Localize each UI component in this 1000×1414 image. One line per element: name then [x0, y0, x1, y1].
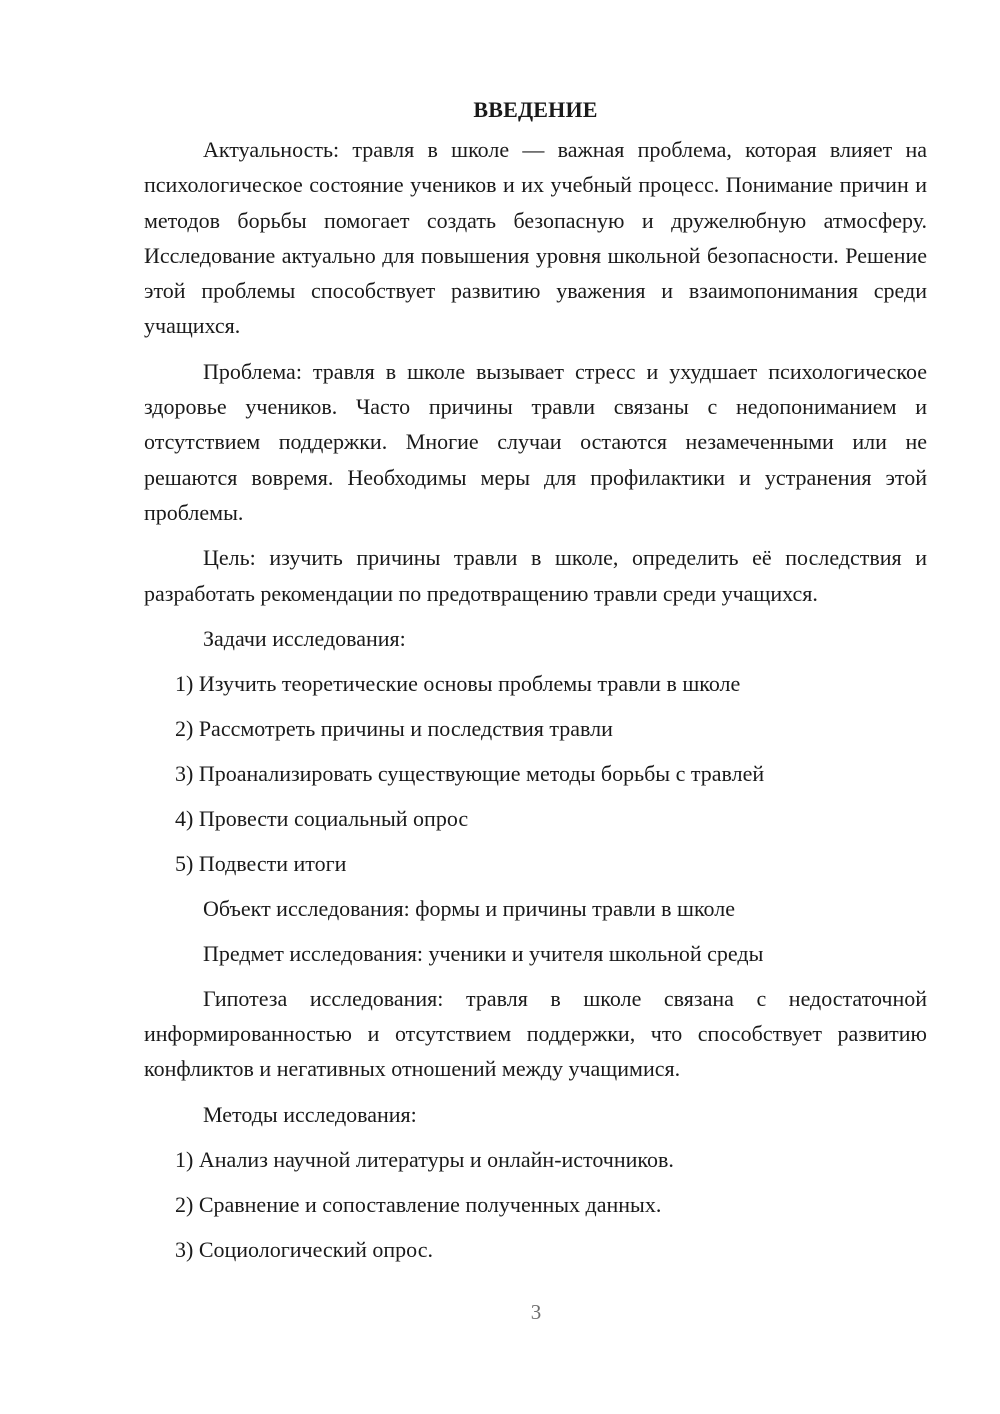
problem-paragraph: Проблема: травля в школе вызывает стресс и ухудшает психологическое здоровье учеников. Часто причины травли связаны с недопониманием и отсутствием поддержки. Многие случаи остаются незамеченными или не решаются вовремя. Необходимы меры для профилактики и устранения этой проблемы. [144, 358, 927, 525]
task-item-2: 2) Рассмотреть причины и последствия травли [175, 715, 613, 741]
method-item-2: 2) Сравнение и сопоставление полученных данных. [175, 1191, 662, 1217]
research-object: Объект исследования: формы и причины травли в школе [203, 895, 735, 921]
task-item-5: 5) Подвести итоги [175, 850, 347, 876]
task-item-1: 1) Изучить теоретические основы проблемы травли в школе [175, 670, 741, 696]
page-number: 3 [530, 1300, 542, 1324]
section-title: ВВЕДЕНИЕ [473, 97, 598, 122]
research-subject: Предмет исследования: ученики и учителя школьной среды [203, 940, 764, 966]
method-item-1: 1) Анализ научной литературы и онлайн-источников. [175, 1146, 674, 1172]
methods-label: Методы исследования: [203, 1101, 417, 1127]
goal-paragraph: Цель: изучить причины травли в школе, определить её последствия и разработать рекомендации по предотвращению травли среди учащихся. [144, 545, 927, 606]
tasks-label: Задачи исследования: [203, 625, 406, 651]
method-item-3: 3) Социологический опрос. [175, 1236, 433, 1262]
task-item-3: 3) Проанализировать существующие методы борьбы с травлей [175, 760, 765, 786]
relevance-paragraph: Актуальность: травля в школе — важная проблема, которая влияет на психологическое состояние учеников и их учебный процесс. Понимание причин и методов борьбы помогает создать безопасную и дружелюбную атмосферу. Исследование актуально для повышения уровня школьной безопасности. Решение этой проблемы способствует развитию уважения и взаимопонимания среди учащихся. [144, 137, 927, 339]
task-item-4: 4) Провести социальный опрос [175, 805, 469, 831]
hypothesis-paragraph: Гипотеза исследования: травля в школе связана с недостаточной информированностью и отсутствием поддержки, что способствует развитию конфликтов и негативных отношений между учащимися. [144, 985, 927, 1082]
page-content [144, 92, 927, 1277]
